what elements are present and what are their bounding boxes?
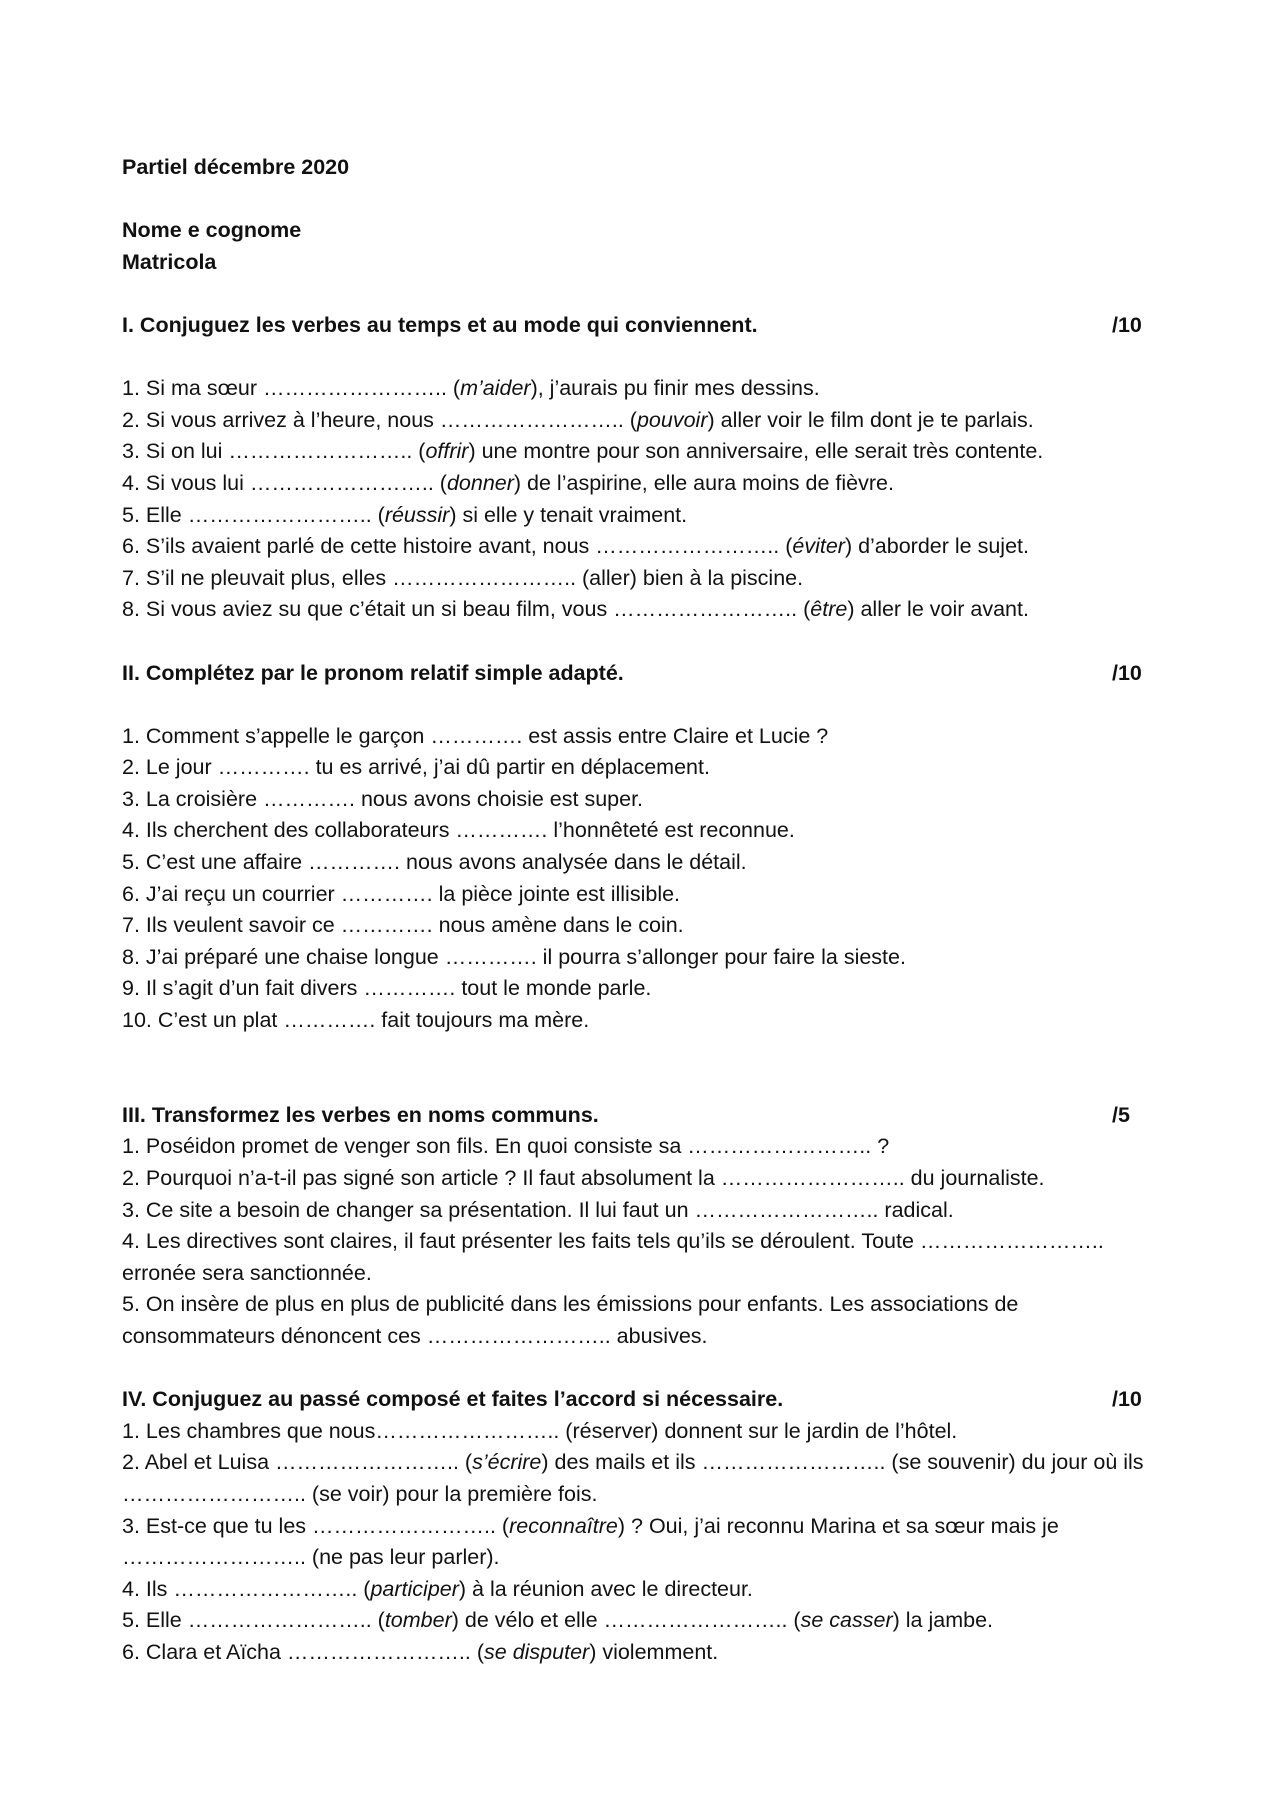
- list-item: 4. Si vous lui …………………….. (donner) de l’aspirine, elle aura moins de fièvre.: [122, 470, 894, 495]
- list-item: 8. J’ai préparé une chaise longue …………. il pourra s’allonger pour faire la sieste.: [122, 944, 906, 969]
- list-item: 10. C’est un plat …………. fait toujours ma mère.: [122, 1008, 590, 1033]
- section-1-list: [122, 373, 1162, 626]
- section-4-score: /10: [1112, 1387, 1142, 1412]
- list-item: 6. J’ai reçu un courrier …………. la pièce jointe est illisible.: [122, 881, 681, 906]
- section-1-heading: I. Conjuguez les verbes au temps et au mode qui conviennent.: [122, 312, 758, 337]
- document-title: Partiel décembre 2020: [122, 155, 350, 179]
- list-item: 2. Si vous arrivez à l’heure, nous …………………….. (pouvoir) aller voir le film dont je te parlais.: [122, 407, 1034, 432]
- list-item: 2. Le jour …………. tu es arrivé, j’ai dû partir en déplacement.: [122, 755, 710, 780]
- document-content: [122, 152, 1162, 1669]
- section-3-list: [122, 1131, 1162, 1352]
- list-item: 1. Les chambres que nous…………………….. (réserver) donnent sur le jardin de l’hôtel.: [122, 1418, 958, 1443]
- section-4-heading-row: [122, 1384, 1162, 1416]
- list-item: 8. Si vous aviez su que c’était un si beau film, vous …………………….. (être) aller le voir avant.: [122, 597, 1029, 622]
- list-item-continuation: consommateurs dénoncent ces …………………….. abusives.: [122, 1323, 708, 1348]
- list-item: 3. Ce site a besoin de changer sa présentation. Il lui faut un …………………….. radical.: [122, 1197, 954, 1222]
- list-item: 2. Abel et Luisa …………………….. (s’écrire) des mails et ils …………………….. (se souvenir) du jour où ils: [122, 1450, 1144, 1475]
- list-item-continuation: erronée sera sanctionnée.: [122, 1260, 372, 1285]
- section-1-heading-row: [122, 310, 1162, 342]
- list-item: 2. Pourquoi n’a-t-il pas signé son article ? Il faut absolument la …………………….. du journaliste.: [122, 1166, 1045, 1190]
- section-4-heading: IV. Conjuguez au passé composé et faites l’accord si nécessaire.: [122, 1387, 784, 1412]
- section-2-list: [122, 721, 1162, 1037]
- list-item: 6. Clara et Aïcha …………………….. (se disputer) violemment.: [122, 1639, 719, 1664]
- list-item: 3. La croisière …………. nous avons choisie est super.: [122, 786, 644, 811]
- section-2-heading: II. Complétez par le pronom relatif simple adapté.: [122, 660, 624, 685]
- list-item: 4. Les directives sont claires, il faut présenter les faits tels qu’ils se déroulent. Toute ……………………..: [122, 1229, 1104, 1254]
- list-item: 4. Ils cherchent des collaborateurs …………. l’honnêteté est reconnue.: [122, 818, 795, 843]
- section-3-heading: III. Transformez les verbes en noms communs.: [122, 1102, 599, 1127]
- section-3-score: /5: [1112, 1102, 1130, 1127]
- list-item: 9. Il s’agit d’un fait divers …………. tout le monde parle.: [122, 976, 652, 1001]
- name-label: Nome e cognome: [122, 218, 302, 243]
- list-item-continuation: …………………….. (se voir) pour la première fois.: [122, 1481, 598, 1506]
- list-item: 4. Ils …………………….. (participer) à la réunion avec le directeur.: [122, 1576, 753, 1601]
- list-item: 7. Ils veulent savoir ce …………. nous amène dans le coin.: [122, 913, 684, 938]
- section-1-score: /10: [1112, 312, 1142, 337]
- section-2-score: /10: [1112, 660, 1142, 685]
- list-item: 1. Comment s’appelle le garçon …………. est assis entre Claire et Lucie ?: [122, 723, 829, 748]
- section-4-list: [122, 1416, 1162, 1669]
- list-item-continuation: …………………….. (ne pas leur parler).: [122, 1545, 500, 1570]
- list-item: 5. Elle …………………….. (tomber) de vélo et elle …………………….. (se casser) la jambe.: [122, 1608, 993, 1633]
- list-item: 7. S’il ne pleuvait plus, elles …………………….. (aller) bien à la piscine.: [122, 565, 804, 590]
- matricola-label: Matricola: [122, 249, 217, 274]
- list-item: 5. On insère de plus en plus de publicité dans les émissions pour enfants. Les associations de: [122, 1292, 1019, 1317]
- list-item: 3. Est-ce que tu les …………………….. (reconnaître) ? Oui, j’ai reconnu Marina et sa sœur mais je: [122, 1513, 1059, 1538]
- section-2-heading-row: [122, 658, 1162, 690]
- list-item: 5. C’est une affaire …………. nous avons analysée dans le détail.: [122, 850, 747, 875]
- section-3-heading-row: [122, 1100, 1162, 1132]
- list-item: 5. Elle …………………….. (réussir) si elle y tenait vraiment.: [122, 502, 688, 527]
- list-item: 3. Si on lui …………………….. (offrir) une montre pour son anniversaire, elle serait très contente.: [122, 439, 1044, 464]
- list-item: 1. Si ma sœur …………………….. (m’aider), j’aurais pu finir mes dessins.: [122, 376, 820, 401]
- list-item: 6. S’ils avaient parlé de cette histoire avant, nous …………………….. (éviter) d’aborder le sujet.: [122, 534, 1029, 559]
- list-item: 1. Poséidon promet de venger son fils. En quoi consiste sa …………………….. ?: [122, 1134, 890, 1159]
